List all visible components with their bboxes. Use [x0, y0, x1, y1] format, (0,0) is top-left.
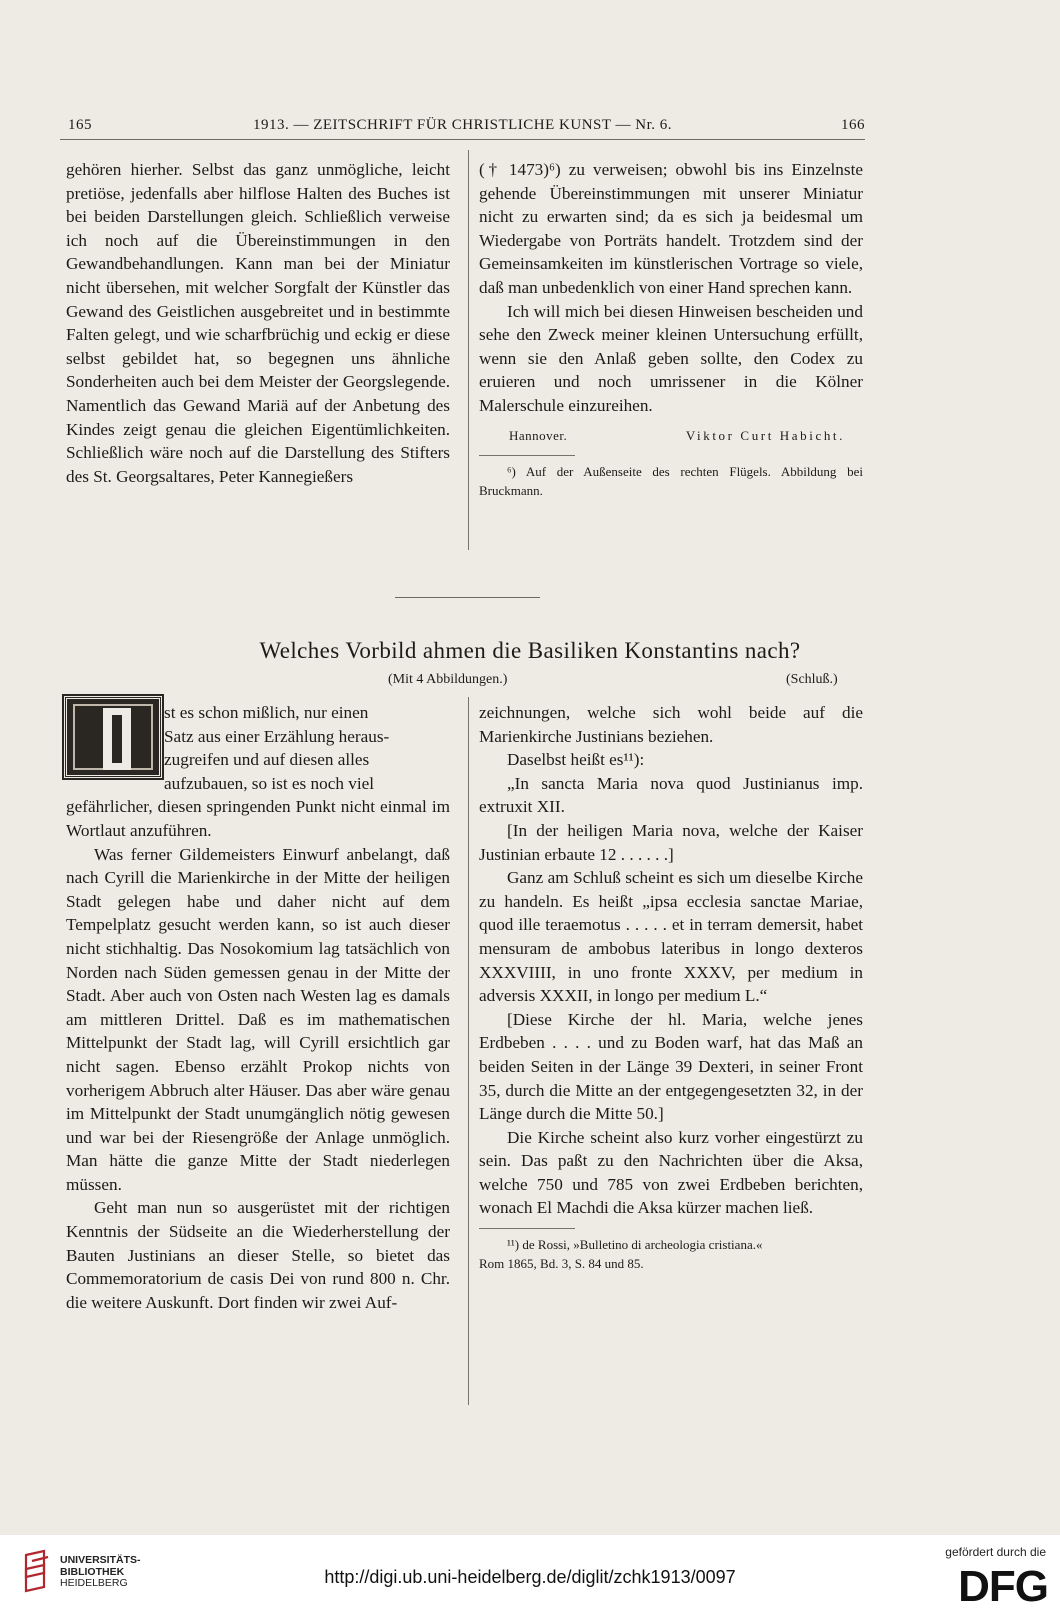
running-header	[60, 117, 865, 140]
article-title: Welches Vorbild ahmen die Basiliken Konstantins nach?	[259, 638, 801, 663]
upper-right-column	[479, 158, 863, 500]
footnote-line: ¹¹) de Rossi, »Bulletino di archeologia cristiana.«	[507, 1237, 763, 1253]
permalink-url[interactable]: http://digi.ub.uni-heidelberg.de/diglit/zchk1913/0097	[324, 1567, 736, 1587]
paragraph: Geht man nun so ausgerüstet mit der richtigen Kenntnis der Südseite an die Wiederherstellung der Bauten Justinians an dieser Stelle, so bietet das Commemoratorium de casis Dei von rund 800 n. Chr. die weitere Auskunft. Dort finden wir zwei Auf-	[66, 1198, 450, 1312]
quotation: „In sancta Maria nova quod Justinianus imp. extruxit XII.	[479, 773, 863, 817]
page-number-right: 166	[841, 117, 865, 133]
upper-left-column	[66, 158, 450, 488]
footnote	[479, 1235, 863, 1273]
dfg-logo: DFG	[958, 1562, 1048, 1611]
page-number-left: 165	[68, 117, 92, 133]
footnote-line: Rom 1865, Bd. 3, S. 84 und 85.	[479, 1256, 644, 1272]
funding-caption: gefördert durch die	[945, 1545, 1046, 1559]
paragraph: Daselbst heißt es¹¹):	[507, 750, 645, 770]
translation: [In der heiligen Maria nova, welche der Kaiser Justinian erbaute 12 . . . . . .]	[479, 820, 863, 864]
paragraph: Ganz am Schluß scheint es sich um dieselbe Kirche zu handeln. Es heißt „ipsa ecclesia sanctae Mariae, quod ille teraemotus . . . . . et in terram demersit, habet mensuram de ambobus lateribus in longo dexteros XXXVIIII, in uno fronte XXXV, per medium in adversis XXXII, in longo per medium L.“	[479, 868, 863, 1006]
paragraph: gefährlicher, diesen springenden Punkt nicht einmal im Wortlaut anzuführen.	[66, 797, 450, 840]
footnote-rule	[479, 1228, 575, 1229]
text-line: zugreifen und auf diesen alles	[164, 750, 370, 770]
column-rule	[468, 150, 469, 550]
signature-place: Hannover.	[509, 427, 568, 443]
footnote: ⁶) Auf der Außenseite des rechten Flügels. Abbildung bei Bruckmann.	[479, 464, 863, 499]
journal-header: 1913. — ZEITSCHRIFT FÜR CHRISTLICHE KUNST — Nr. 6.	[252, 117, 673, 133]
article-subtitle: (Mit 4 Abbildungen.)	[388, 672, 508, 687]
signature-author: Viktor Curt Habicht.	[685, 427, 845, 443]
text-line: aufzubauen, so ist es noch viel	[164, 773, 375, 793]
article-continuation-note: (Schluß.)	[786, 672, 838, 687]
library-name-line: BIBLIOTHEK	[60, 1565, 125, 1578]
lower-left-column	[66, 701, 450, 1314]
column-rule	[468, 697, 469, 1405]
text-line: Satz aus einer Erzählung heraus-	[164, 726, 390, 746]
paragraph: Ich will mich bei diesen Hinweisen bescheiden und sehe den Zweck meiner kleinen Untersuchung erfüllt, wenn sie den Anlaß geben sollte, den Codex zu eruieren und noch umrissener in die Kölner Malerschule einzureihen.	[479, 301, 863, 415]
translation: [Diese Kirche der hl. Maria, welche jenes Erdbeben . . . . und zu Boden warf, hat das Maß an beiden Seiten in der Länge 39 Dexteri, in seiner Front 35, durch die Mitte an der entgegengesetzten 32, in der Länge durch die Mitte 50.]	[479, 1009, 863, 1124]
text-line: st es schon mißlich, nur einen	[164, 703, 369, 722]
library-name-line: HEIDELBERG	[60, 1577, 128, 1589]
paragraph: zeichnungen, welche sich wohl beide auf die Marienkirche Justinians beziehen.	[479, 703, 863, 746]
paragraph: Die Kirche scheint also kurz vorher eingestürzt zu sein. Das paßt zu den Nachrichten über die Aksa, welche 750 und 785 von zwei Erdbeben berichten, wonach El Machdi die Aksa kürzer machen ließ.	[479, 1127, 863, 1218]
paragraph: († 1473)⁶) zu verweisen; obwohl bis ins Einzelnste gehende Übereinstimmungen mit unserer Miniatur nicht zu erwarten sind; da es sich ja beidesmal um Wiedergabe von Porträts handelt. Trotzdem sind der Gemeinsamkeiten im künstlerischen Vortrage so viele, daß man unbedenklich von einer Hand sprechen kann.	[479, 160, 863, 297]
library-name-line: UNIVERSITÄTS-	[60, 1554, 141, 1566]
digitization-footer	[0, 1535, 1060, 1614]
section-divider	[395, 597, 540, 598]
lower-right-column	[479, 701, 863, 1273]
paragraph: Was ferner Gildemeisters Einwurf anbelangt, daß nach Cyrill die Marienkirche in der Mitte der heiligen Stadt gelegen habe und daher nicht auf dem Tempelplatz gesucht werden kann, so ist auch dieser nicht stichhaltig. Das Nosokomium lag tatsächlich von Norden nach Süden gemessen genau in der Mitte der Stadt. Aber auch von Osten nach Westen lag es damals am mittleren Drittel. Daß es im mathematischen Mittelpunkt der Stadt lag, will Cyrill ersichtlich gar nicht sagen. Ebenso erzählt Prokop nichts von vorherigem Abbruch alter Häuser. Das aber wäre genau im Mittelpunkt der Stadt unumgänglich nötig gewesen und war bei der Riesengröße der Anlage unmöglich. Man hätte die ganze Mitte der Stadt niederlegen müssen.	[66, 844, 450, 1194]
paragraph: gehören hierher. Selbst das ganz unmögliche, leicht pretiöse, jedenfalls aber hilflose Halten des Buches ist bei beiden Darstellungen gleich. Schließlich verweise ich noch auf die Übereinstimmungen in den Gewandbehandlungen. Kann man bei der Miniatur nicht übersehen, mit welcher Sorgfalt der Künstler das Gewand des Geistlichen ausgebreitet und in bestimmte Falten gelegt, und wie scharfbrüchig und eckig er diese selbst gebildet hat, so begegnen uns ähnliche Sonderheiten auch bei dem Meister der Georgslegende. Namentlich das Gewand Mariä auf der Anbetung des Kindes zeigt genau die gleichen Eigentümlichkeiten. Schließlich wäre noch auf die Darstellung des Stifters des St. Georgsaltares, Peter Kannegießers	[66, 160, 450, 486]
signature	[479, 424, 863, 448]
footnote-rule	[479, 455, 575, 456]
